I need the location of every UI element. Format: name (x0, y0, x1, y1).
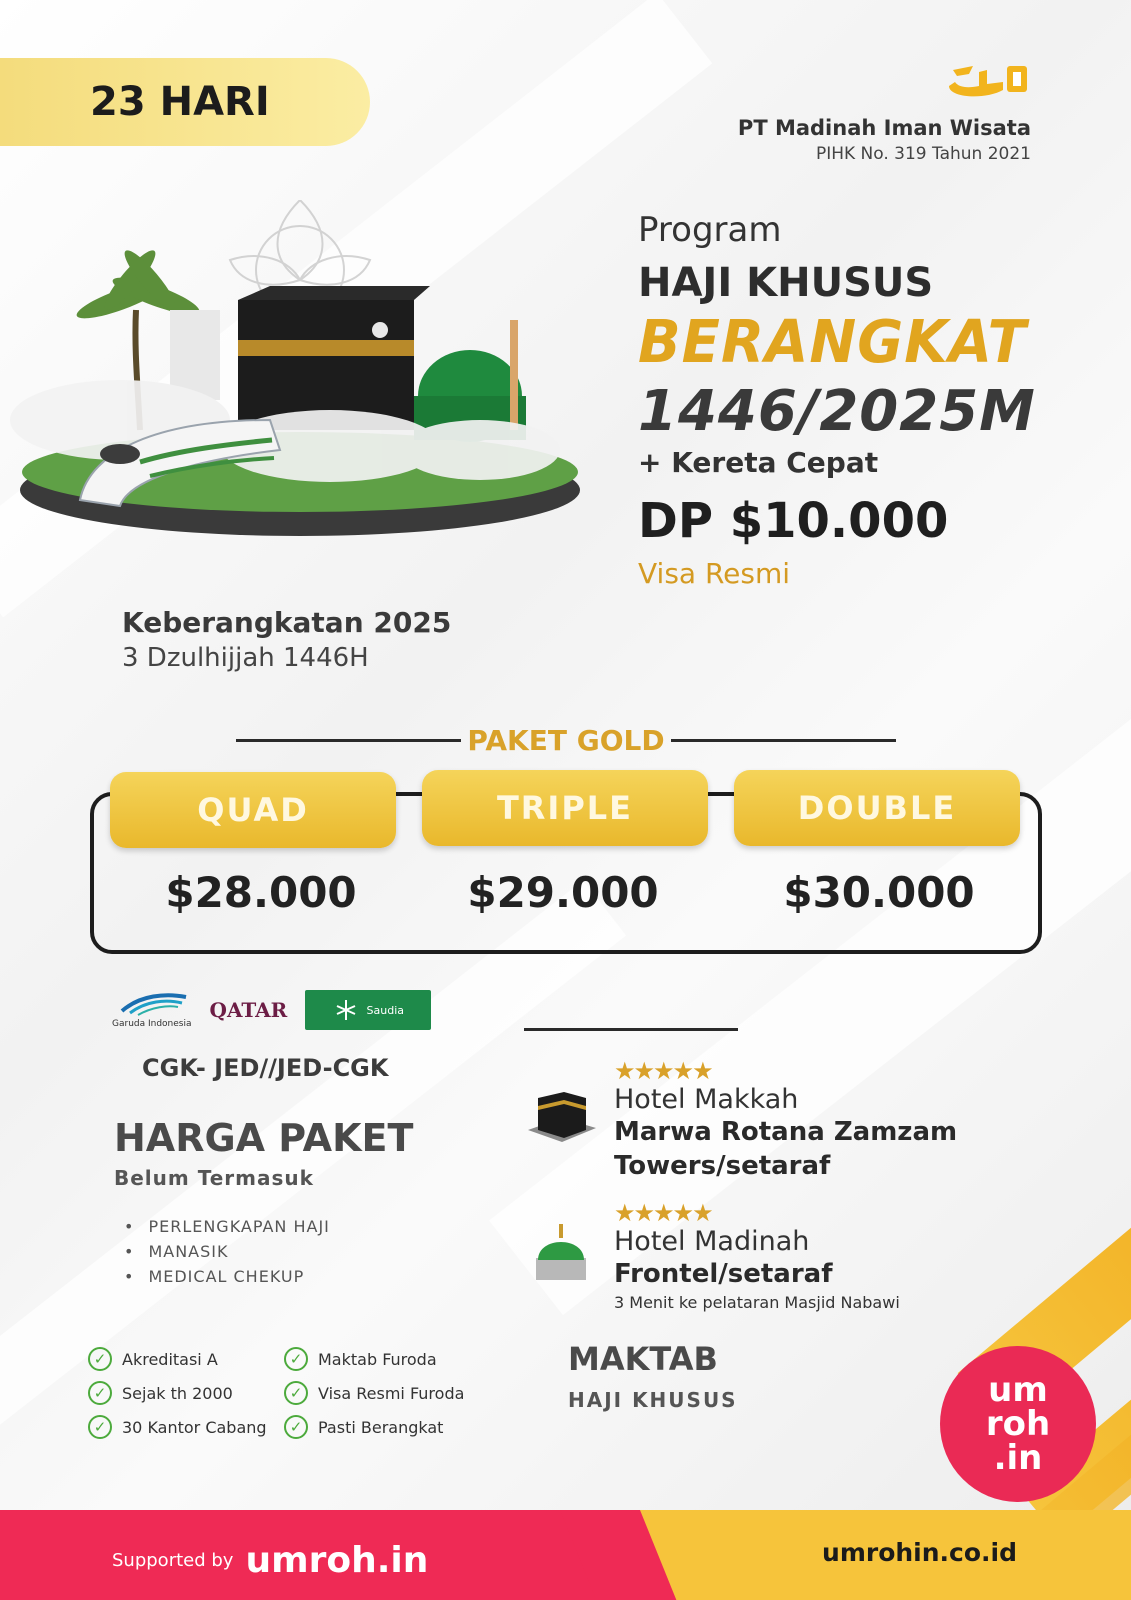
maktab-subtitle: HAJI KHUSUS (568, 1388, 738, 1412)
feature-label: Akreditasi A (122, 1349, 218, 1369)
hotel-note: 3 Menit ke pelataran Masjid Nabawi (614, 1293, 900, 1312)
package-heading (236, 722, 896, 758)
program-depart-word: BERANGKAT (638, 308, 1027, 377)
list-item: • MANASIK (124, 1239, 330, 1264)
maktab-block (568, 1340, 738, 1412)
hotel-name: Marwa Rotana Zamzam Towers/setaraf (614, 1117, 958, 1181)
supported-by (112, 1540, 428, 1581)
qatar-logo (210, 998, 288, 1022)
visa-note: Visa Resmi (638, 557, 791, 590)
departure-title: Keberangkatan 2025 (122, 606, 452, 639)
feature-item (88, 1346, 284, 1372)
saudia-emblem-icon (333, 998, 359, 1022)
down-payment: DP $10.000 (638, 493, 949, 549)
feature-item (284, 1346, 484, 1372)
badge-line: roh (985, 1404, 1051, 1444)
maktab-title: MAKTAB (568, 1340, 718, 1378)
umrohin-badge-logo (940, 1346, 1096, 1502)
feature-label: Sejak th 2000 (122, 1383, 233, 1403)
feature-item (284, 1380, 484, 1406)
company-logo-icon (945, 60, 1031, 106)
room-type-label: QUAD (197, 791, 309, 829)
check-circle-icon: ✓ (88, 1415, 112, 1439)
room-type-label: DOUBLE (797, 789, 957, 827)
garuda-icon (116, 991, 188, 1017)
divider (671, 739, 896, 742)
list-item: • PERLENGKAPAN HAJI (124, 1214, 330, 1239)
package-name: PAKET GOLD (467, 723, 665, 757)
program-label: Program (638, 210, 782, 250)
check-circle-icon: ✓ (284, 1347, 308, 1371)
pricing-block (114, 1116, 413, 1190)
garuda-logo (112, 991, 192, 1029)
badge-line: um (988, 1370, 1048, 1410)
hotel-city: Hotel Madinah (614, 1226, 810, 1257)
flight-route: CGK- JED//JED-CGK (142, 1054, 389, 1082)
feature-label: Maktab Furoda (318, 1349, 437, 1369)
company-name: PT Madinah Iman Wisata (737, 116, 1031, 140)
brand-name: umroh.in (245, 1540, 429, 1581)
hotel-info (614, 1058, 1034, 1183)
price-quad: $28.000 (165, 868, 357, 917)
pricing-subtitle: Belum Termasuk (114, 1166, 314, 1190)
exclusions-list (124, 1214, 330, 1289)
pricing-title: HARGA PAKET (114, 1116, 414, 1160)
kaaba-icon (524, 1080, 598, 1154)
price-double: $30.000 (783, 868, 975, 917)
feature-item (284, 1414, 484, 1440)
feature-label: Pasti Berangkat (318, 1417, 444, 1437)
star-rating-icon: ★★★★★ (614, 1199, 712, 1227)
room-type-triple (422, 770, 708, 846)
check-circle-icon: ✓ (88, 1381, 112, 1405)
room-type-double (734, 770, 1020, 846)
departure-date: 3 Dzulhijjah 1446H (122, 643, 369, 673)
room-type-quad (110, 772, 396, 848)
qatar-text: QATAR (209, 998, 288, 1022)
program-title: HAJI KHUSUS (638, 260, 934, 306)
hotel-city: Hotel Makkah (614, 1084, 799, 1115)
company-license: PIHK No. 319 Tahun 2021 (815, 144, 1031, 164)
departure-block (122, 606, 451, 673)
list-item: • MEDICAL CHEKUP (124, 1264, 330, 1289)
feature-label: 30 Kantor Cabang (122, 1417, 267, 1437)
program-block (638, 210, 1036, 590)
feature-item (88, 1414, 284, 1440)
airline-logos (112, 990, 431, 1030)
badge-line: .in (993, 1438, 1043, 1478)
check-circle-icon: ✓ (284, 1381, 308, 1405)
room-type-label: TRIPLE (496, 789, 634, 827)
duration-label: 23 HARI (90, 79, 270, 125)
company-block (738, 60, 1031, 164)
hotel-info (614, 1200, 1034, 1312)
price-triple: $29.000 (467, 868, 659, 917)
divider (524, 1028, 738, 1031)
mosque-dome-icon (524, 1214, 598, 1288)
duration-tab (0, 58, 370, 146)
divider (236, 739, 461, 742)
check-circle-icon: ✓ (284, 1415, 308, 1439)
website-link[interactable]: umrohin.co.id (822, 1538, 1017, 1567)
program-extra: + Kereta Cepat (638, 446, 879, 479)
hero-illustration (10, 200, 590, 560)
feature-label: Visa Resmi Furoda (318, 1383, 465, 1403)
hotel-name: Frontel/setaraf (614, 1259, 833, 1289)
star-rating-icon: ★★★★★ (614, 1057, 712, 1085)
saudia-text: Saudia (366, 1003, 405, 1017)
check-circle-icon: ✓ (88, 1347, 112, 1371)
feature-list (88, 1346, 484, 1440)
garuda-text: Garuda Indonesia (112, 1019, 192, 1029)
supported-by-label: Supported by (112, 1550, 234, 1571)
program-year: 1446/2025M (638, 379, 1036, 444)
feature-item (88, 1380, 284, 1406)
saudia-logo (305, 990, 431, 1030)
